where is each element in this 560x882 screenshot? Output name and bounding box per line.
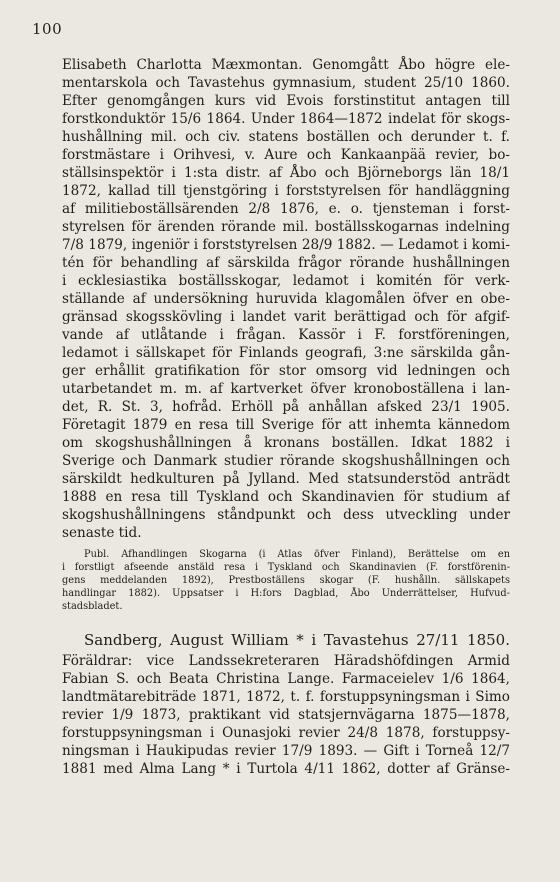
text-line: tén för behandling af särskilda frågor rörande hushållningen xyxy=(62,255,510,271)
text-line: af militieboställsärenden 2/8 1876, e. o. tjensteman i forst- xyxy=(62,201,510,217)
text-line: utarbetandet m. m. af kartverket öfver kronoboställena i lan- xyxy=(62,381,510,397)
note-line: gens meddelanden 1892), Prestboställens skogar (F. hushålln. sällskapets xyxy=(62,575,510,586)
text-line: senaste tid. xyxy=(62,525,142,541)
text-line: ledamot i sällskapet för Finlands geografi, 3:ne särskilda gån- xyxy=(62,345,510,361)
text-line: särskildt hedkulturen på Jylland. Med statsunderstöd anträdt xyxy=(62,471,510,487)
text-line: skogshushållningens ståndpunkt och dess utveckling under xyxy=(62,507,510,523)
note-line: i forstligt afseende anstäld resa i Tyskland och Skandinavien (F. forstförenin- xyxy=(62,562,510,573)
text-line: ningsman i Haukipudas revier 17/9 1893. — Gift i Torneå 12/7 xyxy=(62,743,510,759)
text-line: om skogshushållningen å kronans boställen. Idkat 1882 i xyxy=(62,435,510,451)
text-line: revier 1/9 1873, praktikant vid statsjernvägarna 1875—1878, xyxy=(62,707,510,723)
text-line: gränsad skogsskövling i landet varit berättigad och för afgif- xyxy=(62,309,510,325)
text-line: det, R. St. 3, hofråd. Erhöll på anhållan afsked 23/1 1905. xyxy=(62,399,510,415)
text-line: mentarskola och Tavastehus gymnasium, student 25/10 1860. xyxy=(62,75,510,91)
text-line: Fabian S. och Beata Christina Lange. Farmaceielev 1/6 1864, xyxy=(62,671,510,687)
text-line: forstuppsyningsman i Ounasjoki revier 24/8 1878, forstuppsy- xyxy=(62,725,510,741)
text-line: i ecklesiastika boställsskogar, ledamot i komitén för verk- xyxy=(62,273,510,289)
text-line: landtmätarebiträde 1871, 1872, t. f. forstuppsyningsman i Simo xyxy=(62,689,510,705)
text-line: ger erhållit gratifikation för stor omsorg vid ledningen och xyxy=(62,363,510,379)
text-line: styrelsen för ärenden rörande mil. boställsskogarnas indelning xyxy=(62,219,510,235)
text-line: ställande af undersökning huruvida klagomålen öfver en obe- xyxy=(62,291,510,307)
text-line: 1881 med Alma Lang * i Turtola 4/11 1862, dotter af Gränse- xyxy=(62,761,510,777)
text-line: 1888 en resa till Tyskland och Skandinavien för studium af xyxy=(62,489,510,505)
text-line: forstkonduktör 15/6 1864. Under 1864—1872 indelat för skogs- xyxy=(62,111,510,127)
text-line: forstmästare i Orihvesi, v. Aure och Kankaanpää revier, bo- xyxy=(62,147,510,163)
text-line: vande af utlåtande i frågan. Kassör i F. forstföreningen, xyxy=(62,327,510,343)
note-line: stadsbladet. xyxy=(62,601,123,612)
text-line: ställsinspektör i 1:sta distr. af Åbo och Björneborgs län 18/1 xyxy=(62,165,510,181)
note-line: Publ. Afhandlingen Skogarna (i Atlas öfver Finland), Berättelse om en xyxy=(84,549,510,560)
text-line: 1872, kallad till tjenstgöring i forststyrelsen för handläggning xyxy=(62,183,510,199)
entry-heading: Sandberg, August William * i Tavastehus 27/11 1850. xyxy=(84,631,510,649)
text-line: Elisabeth Charlotta Mæxmontan. Genomgått Åbo högre ele- xyxy=(62,57,510,73)
text-line: hushållning mil. och civ. statens boställen och derunder t. f. xyxy=(62,129,510,145)
text-line: Föräldrar: vice Landssekreteraren Häradshöfdingen Armid xyxy=(62,653,510,669)
note-line: handlingar 1882). Uppsatser i H:fors Dagblad, Åbo Underrättelser, Hufvud- xyxy=(62,588,510,599)
text-line: Efter genomgången kurs vid Evois forstinstitut antagen till xyxy=(62,93,510,109)
text-line: Sverige och Danmark studier rörande skogshushållningen och xyxy=(62,453,510,469)
text-line: 7/8 1879, ingeniör i forststyrelsen 28/9 1882. — Ledamot i komi- xyxy=(62,237,510,253)
page-number: 100 xyxy=(32,20,63,38)
text-line: Företagit 1879 en resa till Sverige för att inhemta kännedom xyxy=(62,417,510,433)
